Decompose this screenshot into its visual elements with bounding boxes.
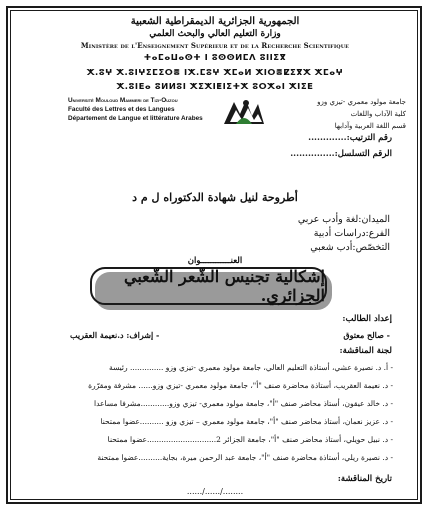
student-supervisor-row	[70, 330, 390, 344]
university-name-fr: Université Mouloud Mammeri de Tizi-Ouzou	[68, 97, 178, 104]
ministry-arabic: وزارة التعليم العالي والبحث العلمي	[149, 29, 281, 39]
thesis-title: إشكالية تجنيس الشّعر الشّعبي الجزائري.	[90, 267, 327, 305]
committee-member: - د. نصيرة ريلي، أستاذة محاضرة صنف "أ"، جامعة عبد الرحمن ميرة، بجاية..........عضوا ممتحنة	[97, 453, 393, 462]
committee-member: - د. خالد عيقون، أستاذ محاضر صنف "أ"، جامعة مولود معمري- تيزي وزو............مشرفا مساعدا	[94, 399, 393, 408]
republic-heading: الجمهورية الجزائرية الديمقراطية الشعبية	[130, 16, 300, 27]
department-name-ar: قسم اللغة العربية وآدابها	[334, 122, 406, 130]
committee-member: - أ. د. نصيرة عشي، أستاذة التعليم العالي، جامعة مولود معمري -تيزي وزو .............. رئيسة	[108, 363, 393, 372]
field-domain: الميدان:لغة وأدب عربي	[297, 214, 390, 225]
faculty-name-fr: Faculté des Lettres et des Langues	[68, 106, 175, 113]
university-name-ar: جامعة مولود معمري -تيزي وزو	[317, 98, 406, 106]
ministry-tifinagh-line-2: ⵅ.ⵓⵖ ⵅ.ⵓⵏⵖⵉⵎⵉⵔⴻ ⵏⵅ.ⵎⵓⵖ ⵅⵎⴰⵍ ⵅⵏⵔⴻⵇⵉⴳⵅ ⵅⵎⴰⵖ	[86, 68, 344, 78]
thesis-degree-line: أطروحة لنيل شهادة الدكتوراه ل م د	[132, 191, 298, 204]
ministry-french: Ministère de l'Enseignement Supérieur et de la Recherche Scientifique	[80, 41, 350, 50]
committee-member: - د. عزيز نعمان، أستاذ محاضر صنف "أ"، جامعة مولود معمري – تيزي وزو ..........عضوا ممتحنا	[100, 417, 393, 426]
committee-member: - د. نعيمة العقريب، أستاذة محاضرة صنف "أ"، جامعة مولود معمري -تيزي وزو...... مشرفة ومقرّرة	[88, 381, 393, 390]
field-specialty: التخصّص:أدب شعبي	[310, 242, 390, 253]
student-name: - صالح معتوق	[343, 330, 390, 340]
title-label: العنــــــــــــوان	[187, 256, 243, 266]
faculty-name-ar: كلية الآداب واللغات	[350, 110, 406, 118]
ministry-tifinagh: ⵜⴰⵎⴰⵡⴰⵙⵜ ⵏ ⵓⵙⵙⵍⵎⴷ ⵓⵏⵏⵉⴳ	[143, 53, 287, 63]
university-logo	[222, 94, 266, 128]
field-branch: الفرع:دراسات أدبية	[313, 228, 390, 239]
department-name-fr: Département de Langue et littérature Arabes	[68, 115, 203, 122]
defense-date-label: تاريخ المناقشة:	[337, 474, 392, 484]
committee-member: - د. نبيل حويلي، أستاذ محاضر صنف "أ"، جامعة الجزائر 2.............................عضوا ممتحنا	[107, 435, 393, 444]
defense-date-value: ....../....../........	[186, 487, 244, 496]
supervisor-name: - إشراف: د.نعيمة العقريب	[70, 330, 160, 340]
prepared-by-label: إعداد الطالب:	[342, 314, 392, 324]
committee-label: لجنة المناقشة:	[339, 346, 392, 356]
university-block-arabic	[317, 96, 406, 132]
university-block-french	[68, 96, 203, 123]
ministry-tifinagh-line-3: ⵅ.ⵓⵏⴹⴰ ⵓⵍⵍⵓⵏ ⵅⵉⵅⵏⵟⵏⵉⵜⵅ ⵓⵔⵅⴰⵏ ⵅⵏⵉⴹ	[116, 82, 314, 92]
order-number: رقم الترتيب:.............	[308, 133, 392, 143]
serial-number: الرقم التسلسل:...............	[290, 149, 392, 159]
